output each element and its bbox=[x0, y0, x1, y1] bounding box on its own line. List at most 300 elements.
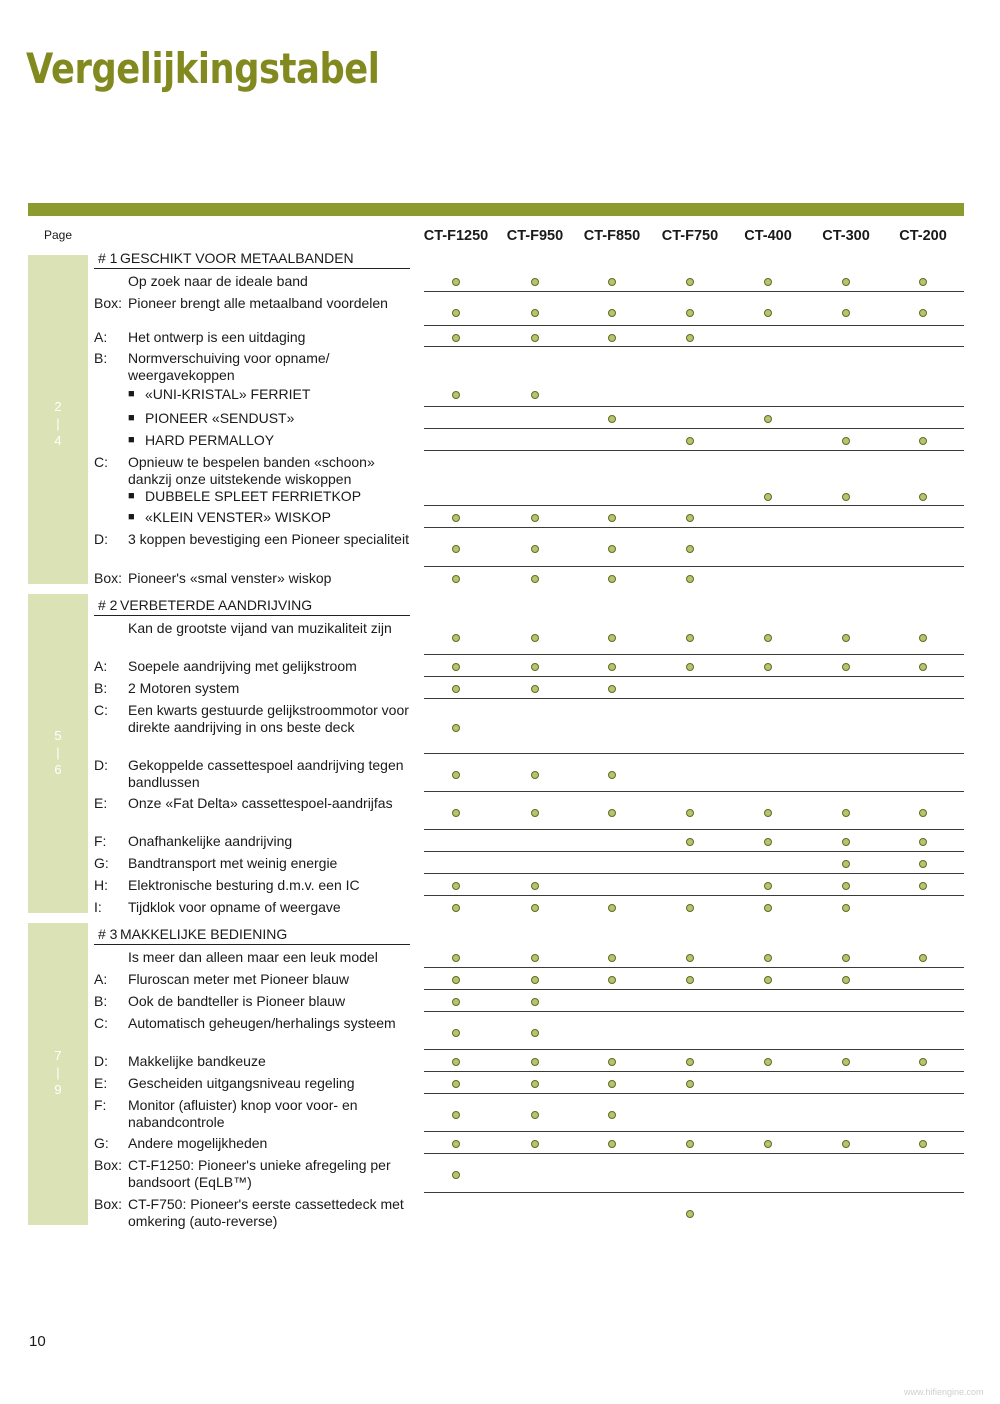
row-description: Een kwarts gestuurde gelijkstroommotor voor direkte aandrijving in ons beste deck bbox=[128, 702, 409, 735]
feature-dot-ct-f850 bbox=[608, 1111, 616, 1119]
feature-dot-ct-300 bbox=[842, 860, 850, 868]
feature-dot-ct-f850 bbox=[608, 1058, 616, 1066]
row-rule bbox=[424, 1049, 964, 1050]
row-text bbox=[94, 1157, 410, 1190]
feature-dot-ct-f750 bbox=[686, 1140, 694, 1148]
feature-dot-ct-f750 bbox=[686, 545, 694, 553]
feature-dot-ct-200 bbox=[919, 493, 927, 501]
row-label: B: bbox=[94, 993, 108, 1009]
feature-dot-ct-300 bbox=[842, 954, 850, 962]
row-text bbox=[94, 273, 410, 290]
table-row bbox=[0, 432, 1000, 454]
row-text bbox=[94, 509, 410, 526]
table-row bbox=[0, 1135, 1000, 1157]
row-text bbox=[94, 386, 410, 403]
row-description: Opnieuw te bespelen banden «schoon» dankzij onze uitstekende wiskoppen bbox=[128, 454, 375, 487]
feature-dot-ct-f750 bbox=[686, 1058, 694, 1066]
column-header-ct-f1250: CT-F1250 bbox=[423, 228, 489, 244]
row-rule bbox=[424, 450, 964, 451]
row-label: # 2 bbox=[98, 597, 118, 613]
row-description: Tijdklok voor opname of weergave bbox=[128, 899, 341, 915]
table-row bbox=[0, 273, 1000, 295]
feature-dot-ct-f850 bbox=[608, 1080, 616, 1088]
section-heading-row bbox=[0, 926, 1000, 949]
feature-dot-ct-f750 bbox=[686, 954, 694, 962]
row-description: Pioneer's «smal venster» wiskop bbox=[128, 570, 332, 586]
row-description: ■ «UNI-KRISTAL» FERRIET bbox=[145, 386, 311, 402]
feature-dot-ct-f850 bbox=[608, 904, 616, 912]
table-row bbox=[0, 1097, 1000, 1135]
feature-dot-ct-f850 bbox=[608, 334, 616, 342]
section-heading-row bbox=[0, 597, 1000, 620]
feature-dot-ct-f950 bbox=[531, 1140, 539, 1148]
row-text bbox=[94, 454, 410, 487]
row-rule bbox=[424, 325, 964, 326]
table-row bbox=[0, 509, 1000, 531]
page-ref-number: 5 bbox=[54, 728, 62, 743]
feature-dot-ct-200 bbox=[919, 882, 927, 890]
feature-dot-ct-f950 bbox=[531, 514, 539, 522]
row-rule bbox=[424, 1071, 964, 1072]
feature-dot-ct-f1250 bbox=[452, 904, 460, 912]
table-row bbox=[0, 350, 1000, 386]
feature-dot-ct-f950 bbox=[531, 391, 539, 399]
feature-dot-ct-f750 bbox=[686, 634, 694, 642]
table-row bbox=[0, 949, 1000, 971]
row-label: D: bbox=[94, 1053, 108, 1069]
table-row bbox=[0, 1196, 1000, 1238]
row-text bbox=[94, 488, 410, 505]
feature-dot-ct-f850 bbox=[608, 1140, 616, 1148]
feature-dot-ct-f850 bbox=[608, 545, 616, 553]
table-row bbox=[0, 855, 1000, 877]
row-label: C: bbox=[94, 1015, 108, 1031]
feature-dot-ct-f850 bbox=[608, 663, 616, 671]
feature-dot-ct-f1250 bbox=[452, 309, 460, 317]
row-rule bbox=[424, 851, 964, 852]
page-ref-number: | bbox=[56, 1065, 60, 1080]
table-row bbox=[0, 877, 1000, 899]
row-description: ■ DUBBELE SPLEET FERRIETKOP bbox=[145, 488, 362, 504]
feature-dot-ct-f950 bbox=[531, 278, 539, 286]
feature-dot-ct-f950 bbox=[531, 771, 539, 779]
feature-dot-ct-f850 bbox=[608, 309, 616, 317]
feature-dot-ct-f1250 bbox=[452, 882, 460, 890]
feature-dot-ct-f850 bbox=[608, 809, 616, 817]
row-label: F: bbox=[94, 1097, 107, 1113]
feature-dot-ct-f1250 bbox=[452, 334, 460, 342]
feature-dot-ct-200 bbox=[919, 437, 927, 445]
feature-dot-ct-f1250 bbox=[452, 1140, 460, 1148]
page-ref-number: | bbox=[56, 416, 60, 431]
column-header-ct-f850: CT-F850 bbox=[583, 228, 641, 244]
row-rule bbox=[424, 873, 964, 874]
feature-dot-ct-f950 bbox=[531, 1058, 539, 1066]
row-description: Elektronische besturing d.m.v. een IC bbox=[128, 877, 360, 893]
row-label: I: bbox=[94, 899, 102, 915]
row-text bbox=[94, 1097, 410, 1130]
feature-dot-ct-f1250 bbox=[452, 663, 460, 671]
row-label: Box: bbox=[94, 1196, 123, 1212]
feature-dot-ct-f950 bbox=[531, 1111, 539, 1119]
row-rule bbox=[424, 967, 964, 968]
feature-dot-ct-f1250 bbox=[452, 545, 460, 553]
page-ref-number: 7 bbox=[54, 1048, 62, 1063]
table-row bbox=[0, 454, 1000, 488]
row-rule bbox=[424, 428, 964, 429]
row-rule bbox=[424, 654, 964, 655]
feature-dot-ct-f850 bbox=[608, 771, 616, 779]
feature-dot-ct-f1250 bbox=[452, 575, 460, 583]
column-header-ct-400: CT-400 bbox=[744, 228, 792, 244]
feature-dot-ct-f850 bbox=[608, 514, 616, 522]
row-text bbox=[94, 350, 410, 383]
table-row bbox=[0, 680, 1000, 702]
watermark-text: www.hifiengine.com bbox=[904, 1387, 984, 1397]
row-label: H: bbox=[94, 877, 108, 893]
feature-dot-ct-f1250 bbox=[452, 976, 460, 984]
page-ref-number: 6 bbox=[54, 762, 62, 777]
row-description: Monitor (afluister) knop voor voor- en nabandcontrole bbox=[128, 1097, 358, 1130]
table-row bbox=[0, 488, 1000, 509]
feature-dot-ct-200 bbox=[919, 954, 927, 962]
feature-dot-ct-200 bbox=[919, 309, 927, 317]
row-text bbox=[94, 1015, 410, 1032]
row-text bbox=[94, 531, 410, 548]
feature-dot-ct-f750 bbox=[686, 437, 694, 445]
row-label: D: bbox=[94, 757, 108, 773]
row-description: Andere mogelijkheden bbox=[128, 1135, 268, 1151]
feature-dot-ct-f750 bbox=[686, 278, 694, 286]
feature-dot-ct-f1250 bbox=[452, 724, 460, 732]
row-rule bbox=[424, 895, 964, 896]
feature-dot-ct-f950 bbox=[531, 309, 539, 317]
row-text bbox=[94, 295, 410, 312]
feature-dot-ct-f950 bbox=[531, 663, 539, 671]
feature-dot-ct-200 bbox=[919, 1058, 927, 1066]
feature-dot-ct-300 bbox=[842, 838, 850, 846]
row-label: G: bbox=[94, 855, 109, 871]
feature-dot-ct-400 bbox=[764, 882, 772, 890]
row-description: 2 Motoren system bbox=[128, 680, 240, 696]
feature-dot-ct-300 bbox=[842, 309, 850, 317]
table-row bbox=[0, 757, 1000, 795]
row-description: Pioneer brengt alle metaalband voordelen bbox=[128, 295, 388, 311]
feature-dot-ct-200 bbox=[919, 860, 927, 868]
feature-dot-ct-f950 bbox=[531, 334, 539, 342]
page-number: 10 bbox=[29, 1333, 46, 1350]
feature-dot-ct-f750 bbox=[686, 1210, 694, 1218]
row-description: Ook de bandteller is Pioneer blauw bbox=[128, 993, 346, 1009]
feature-dot-ct-f750 bbox=[686, 663, 694, 671]
feature-dot-ct-f850 bbox=[608, 278, 616, 286]
table-row bbox=[0, 658, 1000, 680]
row-text bbox=[94, 1053, 410, 1070]
feature-dot-ct-f950 bbox=[531, 1080, 539, 1088]
row-label: B: bbox=[94, 350, 108, 366]
page-ref-number: 9 bbox=[54, 1082, 62, 1097]
page-title: Vergelijkingstabel bbox=[26, 44, 380, 93]
feature-dot-ct-f1250 bbox=[452, 1058, 460, 1066]
feature-dot-ct-f850 bbox=[608, 954, 616, 962]
feature-dot-ct-400 bbox=[764, 1058, 772, 1066]
table-row bbox=[0, 329, 1000, 350]
feature-dot-ct-f1250 bbox=[452, 809, 460, 817]
row-text bbox=[94, 1135, 410, 1152]
feature-dot-ct-400 bbox=[764, 278, 772, 286]
feature-dot-ct-300 bbox=[842, 634, 850, 642]
feature-dot-ct-f950 bbox=[531, 954, 539, 962]
feature-dot-ct-200 bbox=[919, 278, 927, 286]
feature-dot-ct-400 bbox=[764, 415, 772, 423]
row-label: E: bbox=[94, 795, 108, 811]
feature-dot-ct-f950 bbox=[531, 685, 539, 693]
row-description: ■ «KLEIN VENSTER» WISKOP bbox=[145, 509, 331, 525]
feature-dot-ct-f1250 bbox=[452, 278, 460, 286]
feature-dot-ct-f1250 bbox=[452, 954, 460, 962]
page-ref-number: 4 bbox=[54, 433, 62, 448]
table-row bbox=[0, 386, 1000, 410]
row-text bbox=[94, 432, 410, 449]
row-rule bbox=[424, 1153, 964, 1154]
row-text bbox=[94, 757, 410, 790]
row-description: Onafhankelijke aandrijving bbox=[128, 833, 293, 849]
row-description: 3 koppen bevestiging een Pioneer specialiteit bbox=[128, 531, 409, 547]
row-rule bbox=[424, 1093, 964, 1094]
row-text bbox=[94, 597, 410, 616]
feature-dot-ct-f950 bbox=[531, 575, 539, 583]
feature-dot-ct-f750 bbox=[686, 1080, 694, 1088]
row-text bbox=[94, 926, 410, 945]
feature-dot-ct-200 bbox=[919, 1140, 927, 1148]
feature-dot-ct-400 bbox=[764, 663, 772, 671]
feature-dot-ct-f750 bbox=[686, 904, 694, 912]
feature-dot-ct-f850 bbox=[608, 415, 616, 423]
feature-dot-ct-300 bbox=[842, 1058, 850, 1066]
row-text bbox=[94, 329, 410, 346]
feature-dot-ct-400 bbox=[764, 1140, 772, 1148]
feature-dot-ct-f950 bbox=[531, 809, 539, 817]
table-row bbox=[0, 993, 1000, 1015]
row-text bbox=[94, 877, 410, 894]
row-label: A: bbox=[94, 971, 108, 987]
row-description: Fluroscan meter met Pioneer blauw bbox=[128, 971, 349, 987]
feature-dot-ct-200 bbox=[919, 663, 927, 671]
feature-dot-ct-f1250 bbox=[452, 1171, 460, 1179]
feature-dot-ct-f750 bbox=[686, 575, 694, 583]
row-text bbox=[94, 680, 410, 697]
feature-dot-ct-f750 bbox=[686, 838, 694, 846]
column-header-ct-f950: CT-F950 bbox=[506, 228, 564, 244]
feature-dot-ct-300 bbox=[842, 663, 850, 671]
row-text bbox=[94, 899, 410, 916]
row-description: Soepele aandrijving met gelijkstroom bbox=[128, 658, 357, 674]
column-header-ct-200: CT-200 bbox=[899, 228, 947, 244]
feature-dot-ct-f850 bbox=[608, 685, 616, 693]
row-text bbox=[94, 620, 410, 637]
feature-dot-ct-f950 bbox=[531, 976, 539, 984]
row-text bbox=[94, 833, 410, 850]
feature-dot-ct-f850 bbox=[608, 976, 616, 984]
table-row bbox=[0, 620, 1000, 658]
row-description: Gescheiden uitgangsniveau regeling bbox=[128, 1075, 355, 1091]
row-description: MAKKELIJKE BEDIENING bbox=[120, 926, 288, 942]
row-rule bbox=[424, 505, 964, 506]
row-rule bbox=[424, 1192, 964, 1193]
row-label: Box: bbox=[94, 570, 123, 586]
row-rule bbox=[424, 1131, 964, 1132]
row-label: A: bbox=[94, 658, 108, 674]
feature-dot-ct-f750 bbox=[686, 976, 694, 984]
feature-dot-ct-400 bbox=[764, 809, 772, 817]
row-label: C: bbox=[94, 454, 108, 470]
table-row bbox=[0, 971, 1000, 993]
feature-dot-ct-300 bbox=[842, 882, 850, 890]
feature-dot-ct-400 bbox=[764, 976, 772, 984]
feature-dot-ct-f850 bbox=[608, 634, 616, 642]
row-rule bbox=[424, 829, 964, 830]
row-text bbox=[94, 949, 410, 966]
row-description: Bandtransport met weinig energie bbox=[128, 855, 338, 871]
row-rule bbox=[424, 406, 964, 407]
title-divider-bar bbox=[28, 203, 964, 216]
table-row bbox=[0, 1157, 1000, 1196]
row-label: # 3 bbox=[98, 926, 118, 942]
row-text bbox=[94, 702, 410, 735]
feature-dot-ct-f1250 bbox=[452, 634, 460, 642]
table-row bbox=[0, 1075, 1000, 1097]
feature-dot-ct-f1250 bbox=[452, 391, 460, 399]
feature-dot-ct-200 bbox=[919, 634, 927, 642]
feature-dot-ct-f1250 bbox=[452, 514, 460, 522]
page-ref-number: | bbox=[56, 745, 60, 760]
row-label: E: bbox=[94, 1075, 108, 1091]
row-description: Op zoek naar de ideale band bbox=[128, 273, 308, 289]
feature-dot-ct-f1250 bbox=[452, 1080, 460, 1088]
section-heading-row bbox=[0, 250, 1000, 273]
row-text bbox=[94, 855, 410, 872]
row-rule bbox=[424, 676, 964, 677]
row-description: Het ontwerp is een uitdaging bbox=[128, 329, 306, 345]
row-rule bbox=[424, 989, 964, 990]
table-row bbox=[0, 702, 1000, 757]
row-label: F: bbox=[94, 833, 107, 849]
row-label: C: bbox=[94, 702, 108, 718]
row-description: ■ HARD PERMALLOY bbox=[145, 432, 275, 448]
feature-dot-ct-400 bbox=[764, 309, 772, 317]
row-label: Box: bbox=[94, 295, 123, 311]
row-text bbox=[94, 1075, 410, 1092]
feature-dot-ct-f750 bbox=[686, 309, 694, 317]
feature-dot-ct-400 bbox=[764, 838, 772, 846]
row-rule bbox=[424, 566, 964, 567]
feature-dot-ct-200 bbox=[919, 809, 927, 817]
row-description: Gekoppelde cassettespoel aandrijving tegen bandlussen bbox=[128, 757, 404, 790]
feature-dot-ct-400 bbox=[764, 634, 772, 642]
row-description: Automatisch geheugen/herhalings systeem bbox=[128, 1015, 396, 1031]
table-row bbox=[0, 410, 1000, 432]
feature-dot-ct-f950 bbox=[531, 545, 539, 553]
row-text bbox=[94, 993, 410, 1010]
column-header-ct-f750: CT-F750 bbox=[661, 228, 719, 244]
feature-dot-ct-300 bbox=[842, 976, 850, 984]
row-description: Onze «Fat Delta» cassettespoel-aandrijfas bbox=[128, 795, 393, 811]
row-description: GESCHIKT VOOR METAALBANDEN bbox=[120, 250, 354, 266]
row-description: Is meer dan alleen maar een leuk model bbox=[128, 949, 378, 965]
feature-dot-ct-300 bbox=[842, 278, 850, 286]
feature-dot-ct-f950 bbox=[531, 904, 539, 912]
feature-dot-ct-f750 bbox=[686, 514, 694, 522]
page-column-label: Page bbox=[44, 228, 73, 242]
table-row bbox=[0, 1015, 1000, 1053]
row-text bbox=[94, 658, 410, 675]
row-description: Kan de grootste vijand van muzikaliteit zijn bbox=[128, 620, 392, 636]
feature-dot-ct-f950 bbox=[531, 634, 539, 642]
feature-dot-ct-f1250 bbox=[452, 998, 460, 1006]
row-description: CT-F1250: Pioneer's unieke afregeling per bandsoort (EqLB™) bbox=[128, 1157, 391, 1190]
row-rule bbox=[424, 1011, 964, 1012]
table-row bbox=[0, 1053, 1000, 1075]
feature-dot-ct-300 bbox=[842, 437, 850, 445]
row-description: VERBETERDE AANDRIJVING bbox=[120, 597, 313, 613]
row-label: Box: bbox=[94, 1157, 123, 1173]
row-description: CT-F750: Pioneer's eerste cassettedeck met omkering (auto-reverse) bbox=[128, 1196, 404, 1229]
row-description: ■ PIONEER «SENDUST» bbox=[145, 410, 295, 426]
feature-dot-ct-f1250 bbox=[452, 1111, 460, 1119]
feature-dot-ct-f950 bbox=[531, 882, 539, 890]
feature-dot-ct-200 bbox=[919, 838, 927, 846]
feature-dot-ct-f1250 bbox=[452, 771, 460, 779]
row-text bbox=[94, 570, 410, 587]
table-row bbox=[0, 899, 1000, 918]
feature-dot-ct-300 bbox=[842, 1140, 850, 1148]
row-description: Normverschuiving voor opname/ weergavekoppen bbox=[128, 350, 330, 383]
row-description: Makkelijke bandkeuze bbox=[128, 1053, 266, 1069]
table-row bbox=[0, 570, 1000, 589]
row-label: D: bbox=[94, 531, 108, 547]
table-row bbox=[0, 531, 1000, 570]
feature-dot-ct-f750 bbox=[686, 334, 694, 342]
row-rule bbox=[424, 698, 964, 699]
row-rule bbox=[424, 791, 964, 792]
row-rule bbox=[424, 346, 964, 347]
row-label: A: bbox=[94, 329, 108, 345]
row-text bbox=[94, 1196, 410, 1229]
feature-dot-ct-400 bbox=[764, 954, 772, 962]
feature-dot-ct-300 bbox=[842, 809, 850, 817]
feature-dot-ct-f1250 bbox=[452, 1029, 460, 1037]
feature-dot-ct-300 bbox=[842, 493, 850, 501]
table-row bbox=[0, 295, 1000, 329]
feature-dot-ct-f1250 bbox=[452, 685, 460, 693]
row-text bbox=[94, 795, 410, 812]
row-text bbox=[94, 250, 410, 269]
feature-dot-ct-f950 bbox=[531, 1029, 539, 1037]
row-text bbox=[94, 410, 410, 427]
row-rule bbox=[424, 527, 964, 528]
page-ref-number: 2 bbox=[54, 399, 62, 414]
feature-dot-ct-f950 bbox=[531, 998, 539, 1006]
table-row bbox=[0, 833, 1000, 855]
row-label: B: bbox=[94, 680, 108, 696]
feature-dot-ct-300 bbox=[842, 904, 850, 912]
column-header-ct-300: CT-300 bbox=[822, 228, 870, 244]
table-row bbox=[0, 795, 1000, 833]
row-label: G: bbox=[94, 1135, 109, 1151]
feature-dot-ct-f850 bbox=[608, 575, 616, 583]
feature-dot-ct-f750 bbox=[686, 809, 694, 817]
row-rule bbox=[424, 291, 964, 292]
